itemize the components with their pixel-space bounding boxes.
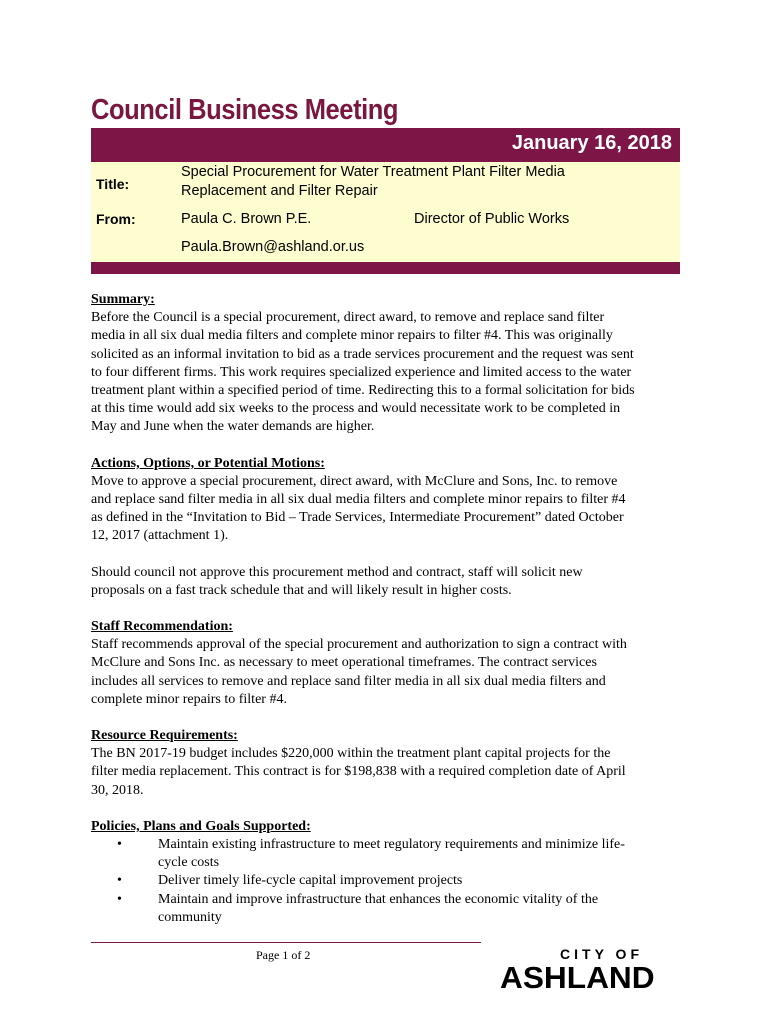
staff-line: complete minor repairs to filter #4. [91, 691, 287, 707]
actions-line: proposals on a fast track schedule that and will likely result in higher costs. [91, 582, 512, 598]
page-title: Council Business Meeting [91, 94, 399, 126]
header-box [91, 128, 680, 274]
summary-line: treatment plant within a specified period of time. Redirecting this to a formal solicitation for bids [91, 383, 635, 399]
actions-line: Should council not approve this procurement method and contract, staff will solicit new [91, 564, 583, 580]
list-item: • Deliver timely life-cycle capital improvement projects [91, 872, 681, 890]
summary-line: at this time would add six weeks to the process and would necessitate work to be completed in [91, 401, 621, 417]
summary-section [91, 291, 681, 437]
policies-heading: Policies, Plans and Goals Supported: [91, 818, 311, 834]
resources-heading: Resource Requirements: [91, 728, 238, 744]
footer-divider [91, 942, 481, 943]
summary-line: May and June when the water demands are higher. [91, 419, 375, 435]
bullet-icon: • [117, 891, 122, 907]
actions-line: as defined in the “Invitation to Bid – Trade Services, Intermediate Procurement” dated October [91, 510, 624, 526]
staff-section [91, 618, 681, 709]
actions-line: and replace sand filter media in all six dual media filters and complete minor repairs to filter #4 [91, 492, 626, 508]
list-item: • Maintain existing infrastructure to meet regulatory requirements and minimize life- cycle costs [117, 837, 625, 871]
actions-line: Move to approve a special procurement, direct award, with McClure and Sons, Inc. to remove [91, 473, 618, 489]
summary-line: Before the Council is a special procurement, direct award, to remove and replace sand filter [91, 310, 605, 326]
staff-line: includes all services to remove and replace sand filter media in all six dual media filters and [91, 673, 606, 689]
from-label: From: [96, 211, 136, 227]
policies-list [91, 836, 681, 927]
document-body [91, 291, 681, 927]
staff-line: Staff recommends approval of the special procurement and authorization to sign a contract with [91, 637, 627, 653]
title-line-2: Replacement and Filter Repair [181, 183, 378, 199]
title-value [181, 163, 565, 201]
title-line-1: Special Procurement for Water Treatment Plant Filter Media [181, 164, 565, 180]
from-name: Paula C. Brown P.E. [181, 211, 312, 227]
city-logo [500, 946, 685, 994]
actions-line: 12, 2017 (attachment 1). [91, 528, 229, 544]
bullet-icon: • [117, 873, 122, 889]
logo-ashland: ASHLAND [500, 960, 655, 995]
staff-line: McClure and Sons Inc. as necessary to meet operational timeframes. The contract services [91, 655, 597, 671]
staff-heading: Staff Recommendation: [91, 619, 233, 635]
summary-line: to four different firms. This work requires specialized experience and limited access to the water [91, 364, 632, 380]
list-item: • Maintain and improve infrastructure that enhances the economic vitality of the community [117, 891, 599, 925]
header-bottom-bar [91, 262, 680, 274]
bullet-icon: • [117, 837, 122, 853]
actions-section [91, 455, 681, 600]
resources-line: filter media replacement. This contract is for $198,838 with a required completion date of April [91, 764, 626, 780]
actions-heading: Actions, Options, or Potential Motions: [91, 455, 325, 471]
resources-line: 30, 2018. [91, 782, 144, 798]
summary-heading: Summary: [91, 292, 155, 307]
resources-line: The BN 2017-19 budget includes $220,000 within the treatment plant capital projects for the [91, 746, 611, 762]
logo-city-of: CITY OF [560, 946, 643, 962]
page-number: Page 1 of 2 [256, 948, 311, 962]
meeting-date: January 16, 2018 [511, 132, 672, 154]
title-label: Title: [96, 176, 130, 192]
policies-section [91, 818, 681, 927]
summary-line: solicited as an informal invitation to bid as a trade services procurement and the request was sent [91, 346, 634, 362]
from-role: Director of Public Works [414, 211, 570, 227]
summary-line: media in all six dual media filters and complete minor repairs to filter #4. This was originally [91, 328, 613, 344]
from-email: Paula.Brown@ashland.or.us [181, 239, 365, 255]
header-top-bar [91, 128, 680, 162]
resources-section [91, 727, 681, 800]
